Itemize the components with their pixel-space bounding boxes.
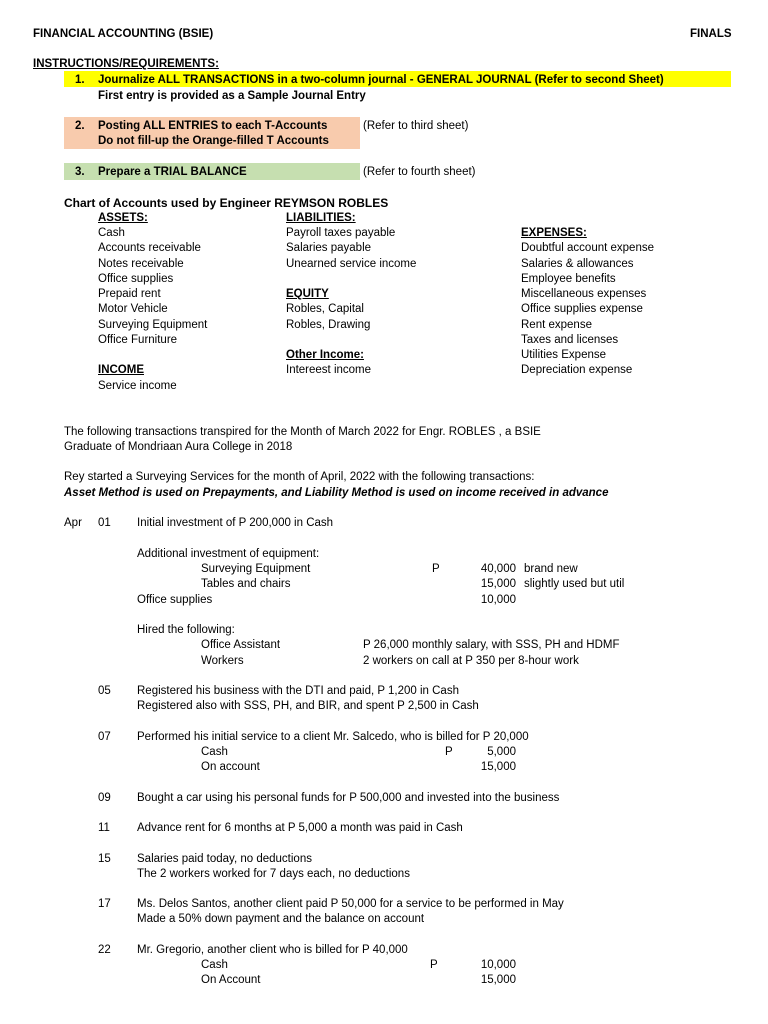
expense-item: Depreciation expense	[521, 364, 633, 376]
instruction-1-subtext: First entry is provided as a Sample Journal Entry	[98, 90, 366, 102]
instruction-2-text: Posting ALL ENTRIES to each T-Accounts	[98, 120, 328, 132]
currency-symbol: P	[445, 746, 453, 758]
asset-item: Notes receivable	[98, 258, 184, 270]
asset-item: Office Furniture	[98, 334, 178, 346]
other-income-item: Intereest income	[286, 364, 372, 376]
instruction-3-number: 3.	[75, 166, 85, 178]
line-item-amount: 5,000	[487, 746, 516, 758]
transaction-text: Performed his initial service to a client Mr. Salcedo, who is billed for P 20,000	[137, 731, 529, 743]
expense-item: Rent expense	[521, 319, 592, 331]
transaction-text: Registered his business with the DTI and paid, P 1,200 in Cash	[137, 685, 459, 697]
instruction-2-ref: (Refer to third sheet)	[363, 120, 469, 132]
line-item-amount: 15,000	[480, 974, 516, 986]
line-item-note: brand new	[524, 563, 578, 575]
currency-symbol: P	[432, 563, 440, 575]
line-item-note: P 26,000 monthly salary, with SSS, PH and HDMF	[363, 639, 620, 651]
line-item-amount: 10,000	[480, 959, 516, 971]
line-item-label: Office supplies	[137, 594, 213, 606]
narrative-line: Rey started a Surveying Services for the month of April, 2022 with the following transactions:	[64, 471, 535, 483]
transaction-day: 01	[98, 517, 111, 529]
narrative-line: The following transactions transpired for the Month of March 2022 for Engr. ROBLES , a BSIE	[64, 426, 541, 438]
line-item-label: Cash	[201, 959, 228, 971]
asset-item: Cash	[98, 227, 125, 239]
equity-heading: EQUITY	[286, 288, 329, 300]
line-item-label: On Account	[201, 974, 261, 986]
course-title: FINANCIAL ACCOUNTING (BSIE)	[33, 28, 214, 40]
method-note: Asset Method is used on Prepayments, and Liability Method is used on income received in advance	[64, 487, 609, 499]
transaction-text: Registered also with SSS, PH, and BIR, and spent P 2,500 in Cash	[137, 700, 479, 712]
line-item-amount: 15,000	[480, 578, 516, 590]
line-item-amount: 10,000	[480, 594, 516, 606]
line-item-label: Cash	[201, 746, 228, 758]
transaction-day: 15	[98, 853, 111, 865]
liabilities-heading: LIABILITIES:	[286, 212, 356, 224]
transaction-text: Salaries paid today, no deductions	[137, 853, 312, 865]
transaction-day: 05	[98, 685, 111, 697]
term-label: FINALS	[690, 28, 732, 40]
transaction-day: 22	[98, 944, 111, 956]
liability-item: Unearned service income	[286, 258, 417, 270]
equity-item: Robles, Drawing	[286, 319, 371, 331]
narrative-line: Graduate of Mondriaan Aura College in 2018	[64, 441, 293, 453]
transaction-month: Apr	[64, 517, 82, 529]
income-item: Service income	[98, 380, 177, 392]
asset-item: Accounts receivable	[98, 242, 201, 254]
expense-item: Employee benefits	[521, 273, 616, 285]
instruction-2-number: 2.	[75, 120, 85, 132]
transaction-day: 09	[98, 792, 111, 804]
other-income-heading: Other Income:	[286, 349, 364, 361]
liability-item: Salaries payable	[286, 242, 372, 254]
transaction-text: Mr. Gregorio, another client who is billed for P 40,000	[137, 944, 408, 956]
transaction-day: 17	[98, 898, 111, 910]
asset-item: Office supplies	[98, 273, 174, 285]
asset-item: Prepaid rent	[98, 288, 161, 300]
line-item-note: slightly used but util	[524, 578, 625, 590]
liability-item: Payroll taxes payable	[286, 227, 396, 239]
line-item-note: 2 workers on call at P 350 per 8-hour work	[363, 655, 579, 667]
instructions-title: INSTRUCTIONS/REQUIREMENTS:	[33, 58, 219, 70]
transaction-text: Made a 50% down payment and the balance on account	[137, 913, 425, 925]
transaction-text: Bought a car using his personal funds for P 500,000 and invested into the business	[137, 792, 560, 804]
instruction-3-text: Prepare a TRIAL BALANCE	[98, 166, 247, 178]
chart-of-accounts-title: Chart of Accounts used by Engineer REYMSON ROBLES	[64, 196, 389, 210]
transaction-text: The 2 workers worked for 7 days each, no deductions	[137, 868, 410, 880]
instruction-1-text: Journalize ALL TRANSACTIONS in a two-column journal - GENERAL JOURNAL (Refer to second Sheet)	[98, 74, 664, 86]
line-item-label: Tables and chairs	[201, 578, 291, 590]
expense-item: Miscellaneous expenses	[521, 288, 647, 300]
transaction-text: Ms. Delos Santos, another client paid P 50,000 for a service to be performed in May	[137, 898, 564, 910]
line-item-amount: 15,000	[480, 761, 516, 773]
line-item-label: Workers	[201, 655, 244, 667]
currency-symbol: P	[430, 959, 438, 971]
expenses-heading: EXPENSES:	[521, 227, 587, 239]
transaction-text: Hired the following:	[137, 624, 235, 636]
instruction-1-number: 1.	[75, 74, 85, 86]
transaction-day: 11	[98, 822, 110, 834]
income-heading: INCOME	[98, 364, 144, 376]
line-item-label: Surveying Equipment	[201, 563, 311, 575]
line-item-amount: 40,000	[480, 563, 516, 575]
transaction-text: Advance rent for 6 months at P 5,000 a month was paid in Cash	[137, 822, 463, 834]
equity-item: Robles, Capital	[286, 303, 364, 315]
assets-heading: ASSETS:	[98, 212, 148, 224]
expense-item: Office supplies expense	[521, 303, 643, 315]
expense-item: Utilities Expense	[521, 349, 607, 361]
instruction-2-subtext: Do not fill-up the Orange-filled T Accounts	[98, 135, 329, 147]
transaction-text: Additional investment of equipment:	[137, 548, 320, 560]
expense-item: Taxes and licenses	[521, 334, 619, 346]
instruction-3-ref: (Refer to fourth sheet)	[363, 166, 476, 178]
asset-item: Motor Vehicle	[98, 303, 168, 315]
asset-item: Surveying Equipment	[98, 319, 208, 331]
line-item-label: Office Assistant	[201, 639, 281, 651]
line-item-label: On account	[201, 761, 260, 773]
expense-item: Salaries & allowances	[521, 258, 634, 270]
expense-item: Doubtful account expense	[521, 242, 654, 254]
transaction-text: Initial investment of P 200,000 in Cash	[137, 517, 334, 529]
transaction-day: 07	[98, 731, 111, 743]
